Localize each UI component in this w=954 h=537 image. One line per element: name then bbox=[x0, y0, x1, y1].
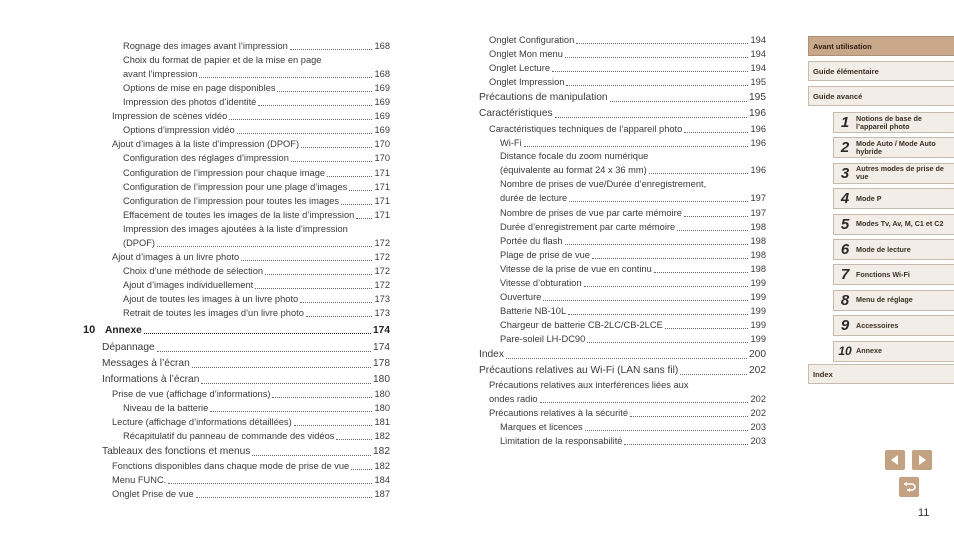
toc-entry-title: Choix du format de papier et de la mise en page bbox=[123, 55, 322, 65]
toc-entry[interactable] bbox=[477, 207, 766, 219]
dot-leader bbox=[684, 132, 748, 133]
toc-entry[interactable] bbox=[477, 421, 766, 433]
toc-entry-page: 172 bbox=[374, 266, 390, 276]
toc-entry[interactable] bbox=[80, 416, 390, 428]
toc-entry[interactable] bbox=[80, 251, 390, 263]
toc-entry-title: Distance focale du zoom numérique bbox=[500, 151, 649, 161]
chapter-label: Mode P bbox=[856, 193, 882, 203]
toc-entry[interactable] bbox=[80, 152, 390, 164]
dot-leader bbox=[229, 119, 372, 120]
toc-entry-title: Configuration de l’impression pour une plage d’images bbox=[123, 182, 348, 192]
toc-entry-title: Vitesse de la prise de vue en continu bbox=[500, 264, 652, 274]
toc-entry[interactable] bbox=[80, 223, 390, 235]
toc-entry-page: 202 bbox=[749, 365, 766, 376]
toc-entry-title: Index bbox=[479, 349, 504, 360]
toc-entry-title: Précautions relatives à la sécurité bbox=[489, 408, 629, 418]
toc-entry[interactable] bbox=[477, 150, 766, 162]
dot-leader bbox=[258, 105, 372, 106]
toc-entry-title: ondes radio bbox=[489, 394, 538, 404]
chapter-number: 4 bbox=[840, 190, 850, 208]
dot-leader bbox=[610, 101, 747, 102]
return-icon bbox=[901, 480, 917, 494]
toc-entry-page: 171 bbox=[374, 168, 390, 178]
page-number: 11 bbox=[918, 507, 930, 519]
toc-entry-page: 195 bbox=[750, 77, 766, 87]
toc-entry-title: Onglet Impression bbox=[489, 77, 565, 87]
dot-leader bbox=[349, 190, 372, 191]
chapter-label: Mode Auto / Mode Auto hybride bbox=[856, 138, 936, 156]
toc-entry[interactable] bbox=[80, 209, 390, 221]
toc-entry[interactable] bbox=[477, 291, 766, 303]
toc-entry-page: 203 bbox=[750, 422, 766, 432]
dot-leader bbox=[680, 374, 747, 375]
toc-entry[interactable] bbox=[477, 249, 766, 261]
dot-leader bbox=[291, 161, 373, 162]
chapter-number: 3 bbox=[840, 164, 850, 182]
toc-entry[interactable] bbox=[80, 279, 390, 291]
toc-entry-title: Batterie NB-10L bbox=[500, 306, 567, 316]
toc-entry-page: 199 bbox=[750, 320, 766, 330]
toc-entry-page: 181 bbox=[374, 417, 390, 427]
toc-entry-title: (DPOF) bbox=[123, 238, 156, 248]
toc-entry-title: Choix d’une méthode de sélection bbox=[123, 266, 264, 276]
chapter-label: Modes Tv, Av, M, C1 et C2 bbox=[856, 219, 944, 229]
return-button[interactable] bbox=[899, 477, 919, 497]
dot-leader bbox=[241, 260, 372, 261]
toc-entry[interactable] bbox=[477, 192, 766, 204]
dot-leader bbox=[565, 57, 749, 58]
toc-entry-title: Ouverture bbox=[500, 292, 542, 302]
nav-section-button[interactable]: Guide élémentaire bbox=[808, 61, 954, 81]
toc-entry[interactable] bbox=[477, 235, 766, 247]
dot-leader bbox=[199, 77, 372, 78]
dot-leader bbox=[552, 71, 749, 72]
toc-entry-title: Marques et licences bbox=[500, 422, 583, 432]
toc-entry-title: Annexe bbox=[105, 325, 142, 336]
dot-leader bbox=[677, 230, 748, 231]
chapter-number: 7 bbox=[840, 266, 850, 284]
toc-entry-page: 200 bbox=[749, 349, 766, 360]
toc-entry[interactable] bbox=[477, 178, 766, 190]
toc-entry[interactable] bbox=[477, 48, 766, 60]
toc-entry[interactable] bbox=[477, 76, 766, 88]
toc-entry[interactable] bbox=[477, 34, 766, 46]
toc-entry[interactable] bbox=[80, 195, 390, 207]
toc-entry-title: Précautions relatives aux interférences liées aux bbox=[489, 380, 689, 390]
toc-entry[interactable] bbox=[477, 108, 766, 120]
dot-leader bbox=[272, 397, 372, 398]
toc-entry[interactable] bbox=[477, 333, 766, 345]
toc-entry[interactable] bbox=[477, 123, 766, 135]
toc-entry-page: 182 bbox=[374, 431, 390, 441]
toc-entry[interactable] bbox=[80, 342, 390, 354]
toc-entry-title: Impression des images ajoutées à la liste d’impression bbox=[123, 224, 348, 234]
toc-entry[interactable] bbox=[80, 446, 390, 458]
toc-entry-page: 174 bbox=[373, 342, 390, 353]
dot-leader bbox=[624, 444, 748, 445]
toc-entry-title: Ajout d’images à un livre photo bbox=[112, 252, 240, 262]
toc-entry-title: Onglet Prise de vue bbox=[112, 489, 194, 499]
nav-chapter-button[interactable] bbox=[833, 341, 954, 362]
nav-chapter-button[interactable] bbox=[833, 137, 954, 158]
nav-section-button[interactable]: Guide avancé bbox=[808, 86, 954, 106]
toc-entry-title: Tableaux des fonctions et menus bbox=[102, 446, 251, 457]
dot-leader bbox=[587, 342, 748, 343]
dot-leader bbox=[327, 176, 372, 177]
toc-entry[interactable] bbox=[80, 374, 390, 386]
toc-entry-page: 196 bbox=[749, 108, 766, 119]
toc-entry[interactable] bbox=[80, 430, 390, 442]
toc-entry-title: Onglet Lecture bbox=[489, 63, 550, 73]
dot-leader bbox=[565, 244, 749, 245]
toc-entry-title: Options de mise en page disponibles bbox=[123, 83, 276, 93]
nav-chapter-button[interactable] bbox=[833, 290, 954, 311]
toc-entry-title: durée de lecture bbox=[500, 193, 568, 203]
toc-entry-title: Retrait de toutes les images d’un livre photo bbox=[123, 308, 304, 318]
toc-entry-page: 169 bbox=[374, 125, 390, 135]
chapter-number: 6 bbox=[840, 241, 850, 258]
dot-leader bbox=[356, 218, 372, 219]
toc-entry-page: 196 bbox=[750, 124, 766, 134]
toc-entry-page: 199 bbox=[750, 292, 766, 302]
arrow-right-icon bbox=[915, 453, 929, 467]
toc-entry-title: Impression des photos d’identité bbox=[123, 97, 257, 107]
toc-entry-page: 199 bbox=[750, 306, 766, 316]
toc-entry[interactable] bbox=[80, 237, 390, 249]
toc-entry-title: Onglet Configuration bbox=[489, 35, 575, 45]
toc-entry[interactable] bbox=[80, 181, 390, 193]
dot-leader bbox=[265, 274, 372, 275]
dot-leader bbox=[201, 383, 371, 384]
toc-entry-title: Précautions de manipulation bbox=[479, 92, 608, 103]
dot-leader bbox=[540, 402, 749, 403]
dot-leader bbox=[336, 439, 372, 440]
dot-leader bbox=[237, 133, 373, 134]
dot-leader bbox=[649, 173, 749, 174]
toc-entry-title: Nombre de prises de vue par carte mémoire bbox=[500, 208, 682, 218]
toc-entry[interactable] bbox=[80, 293, 390, 305]
dot-leader bbox=[654, 272, 749, 273]
toc-entry-title: Configuration de l’impression pour toutes les images bbox=[123, 196, 340, 206]
toc-entry[interactable] bbox=[80, 402, 390, 414]
toc-entry-title: Ajout de toutes les images à un livre photo bbox=[123, 294, 299, 304]
toc-entry[interactable] bbox=[80, 167, 390, 179]
toc-entry[interactable] bbox=[80, 358, 390, 370]
dot-leader bbox=[301, 147, 372, 148]
dot-leader bbox=[592, 258, 749, 259]
toc-entry-title: Nombre de prises de vue/Durée d’enregistrement, bbox=[500, 179, 707, 189]
dot-leader bbox=[157, 246, 372, 247]
dot-leader bbox=[684, 216, 749, 217]
toc-entry[interactable] bbox=[477, 349, 766, 361]
chapter-number: 9 bbox=[840, 317, 850, 335]
toc-entry[interactable] bbox=[80, 68, 390, 80]
toc-entry-page: 169 bbox=[374, 83, 390, 93]
toc-entry-page: 202 bbox=[750, 408, 766, 418]
toc-entry-title: Configuration de l’impression pour chaque image bbox=[123, 168, 326, 178]
toc-entry-title: avant l’impression bbox=[123, 69, 198, 79]
toc-entry-title: Ajout d’images à la liste d’impression (DPOF) bbox=[112, 139, 300, 149]
toc-entry-page: 172 bbox=[374, 238, 390, 248]
toc-entry-title: Caractéristiques bbox=[479, 108, 553, 119]
toc-entry-page: 195 bbox=[749, 92, 766, 103]
toc-entry-title: Options d’impression vidéo bbox=[123, 125, 235, 135]
toc-entry-page: 171 bbox=[374, 182, 390, 192]
toc-entry-title: Limitation de la responsabilité bbox=[500, 436, 623, 446]
toc-entry[interactable] bbox=[80, 388, 390, 400]
toc-entry-page: 168 bbox=[374, 41, 390, 51]
toc-entry[interactable] bbox=[80, 138, 390, 150]
toc-entry[interactable] bbox=[80, 40, 390, 52]
toc-entry-title: Configuration des réglages d’impression bbox=[123, 153, 289, 163]
toc-entry-page: 171 bbox=[374, 210, 390, 220]
dot-leader bbox=[665, 328, 749, 329]
toc-entry-title: Fonctions disponibles dans chaque mode de prise de vue bbox=[112, 461, 350, 471]
dot-leader bbox=[192, 367, 371, 368]
dot-leader bbox=[630, 416, 748, 417]
toc-entry-title: Récapitulatif du panneau de commande des vidéos bbox=[123, 431, 335, 441]
chapter-label: Autres modes de prise de vue bbox=[856, 164, 944, 182]
toc-entry-page: 171 bbox=[374, 196, 390, 206]
toc-entry[interactable] bbox=[477, 319, 766, 331]
dot-leader bbox=[341, 204, 372, 205]
toc-entry-title: Vitesse d’obturation bbox=[500, 278, 582, 288]
toc-entry[interactable] bbox=[80, 124, 390, 136]
toc-entry-page: 198 bbox=[750, 250, 766, 260]
dot-leader bbox=[569, 201, 748, 202]
chapter-label: Accessoires bbox=[856, 320, 899, 330]
dot-leader bbox=[585, 430, 749, 431]
chapter-label: Notions de base de l’appareil photo bbox=[856, 113, 922, 131]
toc-entry[interactable] bbox=[477, 379, 766, 391]
chapter-number: 8 bbox=[840, 291, 850, 309]
dot-leader bbox=[290, 49, 373, 50]
toc-entry-page: 198 bbox=[750, 264, 766, 274]
dot-leader bbox=[351, 469, 372, 470]
toc-entry-title: Menu FUNC. bbox=[112, 475, 167, 485]
arrow-left-icon bbox=[888, 453, 902, 467]
toc-entry-title: Rognage des images avant l’impression bbox=[123, 41, 288, 51]
next-page-button[interactable] bbox=[912, 450, 932, 470]
toc-entry-title: Dépannage bbox=[102, 342, 155, 353]
toc-entry-title: Effacement de toutes les images de la liste d’impression bbox=[123, 210, 355, 220]
toc-entry-page: 202 bbox=[750, 394, 766, 404]
dot-leader bbox=[584, 286, 749, 287]
toc-entry-title: Messages à l’écran bbox=[102, 358, 190, 369]
dot-leader bbox=[252, 455, 371, 456]
dot-leader bbox=[576, 43, 748, 44]
dot-leader bbox=[196, 497, 373, 498]
toc-entry[interactable] bbox=[80, 110, 390, 122]
toc-entry[interactable] bbox=[80, 324, 390, 337]
nav-chapter-button[interactable] bbox=[833, 112, 954, 133]
toc-entry-title: Caractéristiques techniques de l’appareil photo bbox=[489, 124, 683, 134]
nav-chapter-button[interactable] bbox=[833, 214, 954, 235]
toc-entry[interactable] bbox=[80, 460, 390, 472]
toc-entry[interactable] bbox=[477, 393, 766, 405]
toc-entry-page: 178 bbox=[373, 358, 390, 369]
toc-entry-page: 196 bbox=[750, 138, 766, 148]
prev-page-button[interactable] bbox=[885, 450, 905, 470]
toc-entry-page: 170 bbox=[374, 139, 390, 149]
toc-entry-page: 168 bbox=[374, 69, 390, 79]
toc-entry-page: 182 bbox=[374, 461, 390, 471]
toc-entry-page: 180 bbox=[374, 389, 390, 399]
toc-entry-page: 194 bbox=[750, 35, 766, 45]
dot-leader bbox=[566, 85, 748, 86]
toc-entry-title: Impression de scènes vidéo bbox=[112, 111, 228, 121]
toc-entry-page: 172 bbox=[374, 280, 390, 290]
dot-leader bbox=[157, 351, 371, 352]
chapter-number: 2 bbox=[840, 139, 850, 157]
toc-entry-page: 197 bbox=[750, 208, 766, 218]
toc-entry-page: 182 bbox=[373, 446, 390, 457]
toc-entry-page: 173 bbox=[374, 308, 390, 318]
toc-entry[interactable] bbox=[80, 54, 390, 66]
toc-entry[interactable] bbox=[477, 435, 766, 447]
chapter-label: Annexe bbox=[856, 346, 882, 356]
toc-entry-page: 169 bbox=[374, 111, 390, 121]
toc-entry-page: 197 bbox=[750, 193, 766, 203]
dot-leader bbox=[210, 411, 372, 412]
toc-entry-title: Pare-soleil LH-DC90 bbox=[500, 334, 586, 344]
dot-leader bbox=[168, 483, 372, 484]
toc-entry-page: 203 bbox=[750, 436, 766, 446]
dot-leader bbox=[300, 302, 372, 303]
toc-entry-page: 174 bbox=[373, 325, 390, 336]
toc-entry-page: 184 bbox=[374, 475, 390, 485]
nav-chapter-button[interactable] bbox=[833, 315, 954, 336]
toc-entry-page: 199 bbox=[750, 278, 766, 288]
toc-entry-page: 173 bbox=[374, 294, 390, 304]
toc-entry[interactable] bbox=[477, 164, 766, 176]
toc-entry-page: 194 bbox=[750, 49, 766, 59]
chapter-number: 1 bbox=[840, 114, 850, 131]
toc-entry-page: 194 bbox=[750, 63, 766, 73]
dot-leader bbox=[277, 91, 372, 92]
toc-entry[interactable] bbox=[80, 474, 390, 486]
nav-chapter-button[interactable] bbox=[833, 264, 954, 285]
toc-entry[interactable] bbox=[477, 263, 766, 275]
toc-entry[interactable] bbox=[477, 221, 766, 233]
toc-entry[interactable] bbox=[477, 407, 766, 419]
toc-entry-title: Prise de vue (affichage d’informations) bbox=[112, 389, 271, 399]
toc-entry-page: 180 bbox=[373, 374, 390, 385]
toc-entry-page: 187 bbox=[374, 489, 390, 499]
toc-entry-page: 198 bbox=[750, 222, 766, 232]
toc-entry-title: Onglet Mon menu bbox=[489, 49, 563, 59]
nav-section-button[interactable]: Avant utilisation bbox=[808, 36, 954, 56]
chapter-number: 10 bbox=[83, 324, 96, 336]
chapter-label: Fonctions Wi-Fi bbox=[856, 269, 910, 279]
dot-leader bbox=[506, 358, 747, 359]
toc-entry-page: 170 bbox=[374, 153, 390, 163]
chapter-label: Menu de réglage bbox=[856, 295, 913, 305]
toc-entry[interactable] bbox=[80, 307, 390, 319]
toc-entry-page: 180 bbox=[374, 403, 390, 413]
nav-chapter-button[interactable] bbox=[833, 163, 954, 184]
toc-entry-title: Précautions relatives au Wi-Fi (LAN sans fil) bbox=[479, 365, 679, 376]
dot-leader bbox=[524, 146, 749, 147]
toc-entry-title: Plage de prise de vue bbox=[500, 250, 590, 260]
toc-entry-page: 199 bbox=[750, 334, 766, 344]
toc-entry[interactable] bbox=[80, 265, 390, 277]
toc-entry-title: Wi-Fi bbox=[500, 138, 522, 148]
toc-entry[interactable] bbox=[477, 305, 766, 317]
nav-chapter-button[interactable] bbox=[833, 239, 954, 260]
toc-entry[interactable] bbox=[80, 82, 390, 94]
chapter-number: 10 bbox=[838, 344, 852, 359]
nav-index-button[interactable]: Index bbox=[808, 364, 954, 384]
chapter-number: 5 bbox=[840, 215, 850, 233]
dot-leader bbox=[255, 288, 372, 289]
toc-entry-title: Informations à l’écran bbox=[102, 374, 200, 385]
toc-entry-page: 169 bbox=[374, 97, 390, 107]
toc-entry-page: 172 bbox=[374, 252, 390, 262]
dot-leader bbox=[555, 117, 747, 118]
toc-entry-title: (équivalente au format 24 x 36 mm) bbox=[500, 165, 647, 175]
toc-entry[interactable] bbox=[80, 96, 390, 108]
chapter-label: Mode de lecture bbox=[856, 244, 911, 254]
dot-leader bbox=[294, 425, 373, 426]
toc-entry-title: Niveau de la batterie bbox=[123, 403, 209, 413]
dot-leader bbox=[306, 316, 373, 317]
toc-entry[interactable] bbox=[477, 365, 766, 377]
toc-entry-title: Lecture (affichage d’informations détaillées) bbox=[112, 417, 292, 427]
dot-leader bbox=[543, 300, 748, 301]
dot-leader bbox=[144, 333, 371, 334]
toc-entry-title: Durée d’enregistrement par carte mémoire bbox=[500, 222, 676, 232]
dot-leader bbox=[568, 314, 748, 315]
toc-entry[interactable] bbox=[477, 277, 766, 289]
toc-entry-title: Portée du flash bbox=[500, 236, 563, 246]
toc-entry[interactable] bbox=[477, 92, 766, 104]
toc-entry[interactable] bbox=[80, 488, 390, 500]
nav-chapter-button[interactable] bbox=[833, 188, 954, 209]
toc-entry[interactable] bbox=[477, 137, 766, 149]
toc-entry-page: 196 bbox=[750, 165, 766, 175]
toc-entry-page: 198 bbox=[750, 236, 766, 246]
toc-entry[interactable] bbox=[477, 62, 766, 74]
toc-entry-title: Ajout d’images individuellement bbox=[123, 280, 254, 290]
toc-entry-title: Chargeur de batterie CB-2LC/CB-2LCE bbox=[500, 320, 663, 330]
